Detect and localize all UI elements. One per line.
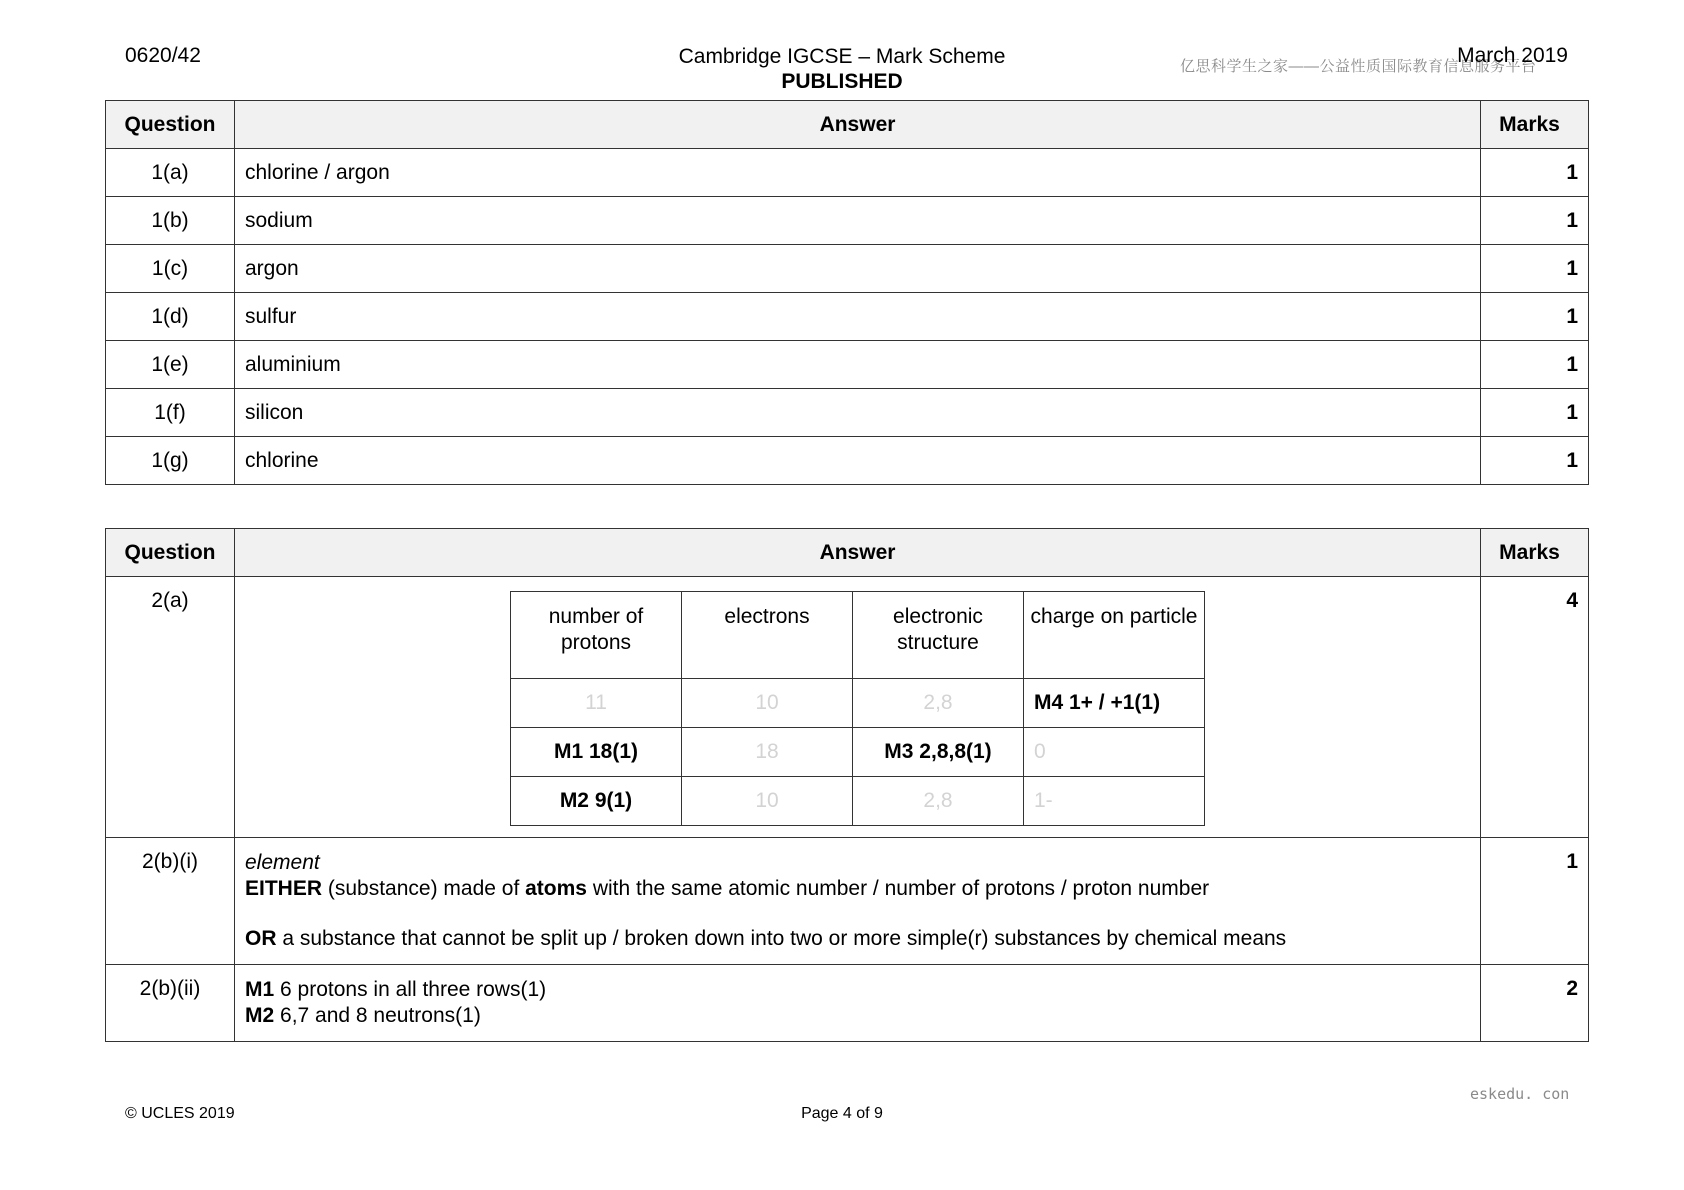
m2-text: 6,7 and 8 neutrons(1) [274, 1004, 481, 1027]
particle-row [511, 777, 1205, 826]
either-keyword: EITHER [245, 877, 323, 900]
page-number: Page 4 of 9 [801, 1105, 883, 1122]
question-number: 2(b)(ii) [106, 965, 235, 1042]
answer-text: argon [235, 245, 1481, 293]
either-line [245, 876, 1480, 902]
answer-cell [235, 838, 1481, 965]
question-number: 1(b) [106, 197, 235, 245]
answer-text: sodium [235, 197, 1481, 245]
question-number: 2(b)(i) [106, 838, 235, 965]
col-marks: Marks [1481, 101, 1589, 149]
cell-answer: M3 2,8,8(1) [853, 728, 1024, 777]
question-number: 1(d) [106, 293, 235, 341]
m1-line [245, 977, 1480, 1003]
table-header-row [106, 101, 1589, 149]
marks-value: 1 [1481, 293, 1589, 341]
table-row [106, 197, 1589, 245]
question-number: 1(g) [106, 437, 235, 485]
either-text: (substance) made of [322, 877, 526, 900]
answer-text: chlorine [235, 437, 1481, 485]
cell-value: 11 [511, 679, 682, 728]
watermark-top: 亿思科学生之家——公益性质国际教育信息服务平台 [1180, 58, 1537, 75]
cell-value: 10 [682, 777, 853, 826]
cell-value: 1- [1024, 777, 1205, 826]
m2-line [245, 1003, 1480, 1029]
marks-value: 1 [1481, 341, 1589, 389]
table-header-row [106, 529, 1589, 577]
marks-value: 4 [1481, 577, 1589, 838]
copyright: © UCLES 2019 [125, 1105, 235, 1122]
answer-text: aluminium [235, 341, 1481, 389]
marks-value: 1 [1481, 437, 1589, 485]
table-row [106, 341, 1589, 389]
answer-text: chlorine / argon [235, 149, 1481, 197]
question-number: 1(a) [106, 149, 235, 197]
cell-answer: M4 1+ / +1(1) [1024, 679, 1205, 728]
status-label: PUBLISHED [781, 70, 903, 93]
col-answer: Answer [235, 101, 1481, 149]
answer-cell [235, 965, 1481, 1042]
header-charge: charge on particle [1024, 592, 1205, 679]
answer-text: silicon [235, 389, 1481, 437]
particle-row [511, 728, 1205, 777]
col-marks: Marks [1481, 529, 1589, 577]
particle-table [510, 591, 1205, 826]
page-title [642, 44, 1042, 94]
header-structure: electronic structure [853, 592, 1024, 679]
paper-code: 0620/42 [125, 44, 201, 67]
m1-text: 6 protons in all three rows(1) [274, 978, 547, 1001]
table-row [106, 149, 1589, 197]
table-row [106, 293, 1589, 341]
marks-value: 1 [1481, 197, 1589, 245]
marks-value: 1 [1481, 838, 1589, 965]
table-row-2bii [106, 965, 1589, 1042]
mark-scheme-table-1 [105, 100, 1589, 485]
col-question: Question [106, 529, 235, 577]
title-text: Cambridge IGCSE – Mark Scheme [678, 45, 1006, 68]
or-text: a substance that cannot be split up / broken down into two or more simple(r) substances by chemical means [276, 927, 1287, 950]
cell-value: 18 [682, 728, 853, 777]
col-answer: Answer [235, 529, 1481, 577]
cell-value: 0 [1024, 728, 1205, 777]
spacer [245, 902, 1480, 926]
cell-value: 2,8 [853, 777, 1024, 826]
term: element [245, 851, 320, 874]
table-row-2bi [106, 838, 1589, 965]
marks-value: 2 [1481, 965, 1589, 1042]
table-row-2a [106, 577, 1589, 838]
exam-date: March 2019 [1457, 44, 1568, 67]
mark-scheme-table-2 [105, 528, 1589, 1042]
marks-value: 1 [1481, 389, 1589, 437]
atoms-keyword: atoms [525, 877, 587, 900]
header-electrons: electrons [682, 592, 853, 679]
cell-answer: M2 9(1) [511, 777, 682, 826]
question-number: 2(a) [106, 577, 235, 838]
cell-value: 10 [682, 679, 853, 728]
m2-keyword: M2 [245, 1004, 275, 1027]
question-number: 1(f) [106, 389, 235, 437]
m1-keyword: M1 [245, 978, 275, 1001]
or-keyword: OR [245, 927, 277, 950]
particle-row [511, 679, 1205, 728]
answer-text: sulfur [235, 293, 1481, 341]
table-row [106, 389, 1589, 437]
cell-answer: M1 18(1) [511, 728, 682, 777]
or-line [245, 926, 1480, 952]
col-question: Question [106, 101, 235, 149]
particle-table-header [511, 592, 1205, 679]
marks-value: 1 [1481, 149, 1589, 197]
marks-value: 1 [1481, 245, 1589, 293]
table-row [106, 437, 1589, 485]
question-number: 1(e) [106, 341, 235, 389]
cell-value: 2,8 [853, 679, 1024, 728]
answer-cell [235, 577, 1481, 838]
table-row [106, 245, 1589, 293]
question-number: 1(c) [106, 245, 235, 293]
header-protons: number of protons [511, 592, 682, 679]
watermark-bottom: eskedu. con [1470, 1085, 1570, 1103]
either-text-end: with the same atomic number / number of protons / proton number [586, 877, 1210, 900]
